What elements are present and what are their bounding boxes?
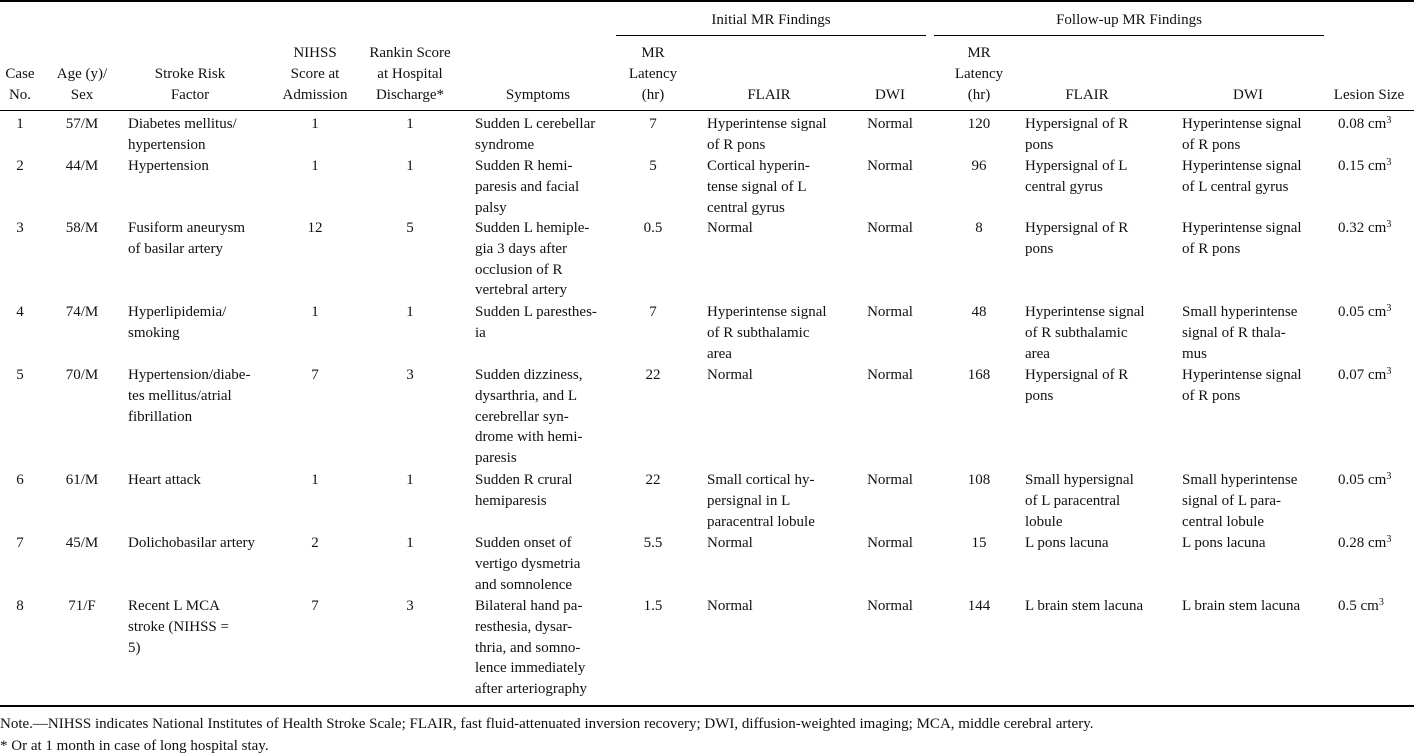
group-rule-initial	[616, 35, 926, 36]
lesion-size-value: 0.32 cm	[1338, 220, 1387, 236]
lesion-size-value: 0.15 cm	[1338, 158, 1387, 174]
col-header-rankin: Rankin Score at Hospital Discharge*	[369, 45, 451, 103]
group-header-followup: Follow-up MR Findings	[1056, 12, 1202, 28]
cell-case: 1	[16, 116, 24, 132]
cell-init-flair: Hyperintense signal of R subthalamic area	[707, 304, 827, 362]
cell-symptoms: Bilateral hand pa- resthesia, dysar- thria, and somno- lence immediately after arteriography	[475, 598, 588, 698]
cell-rankin: 3	[406, 598, 414, 614]
cell-age: 45/M	[65, 535, 99, 551]
cell-symptoms: Sudden R hemi- paresis and facial palsy	[475, 158, 580, 216]
lesion-size-unit-exponent: 3	[1386, 534, 1392, 545]
cell-init-flair: Normal	[707, 220, 753, 236]
cell-init-latency: 0.5	[643, 220, 663, 236]
cell-fu-dwi: Small hyperintense signal of L para- central lobule	[1182, 472, 1298, 530]
cell-fu-flair: Hypersignal of L central gyrus	[1025, 158, 1128, 195]
lesion-size-unit-exponent: 3	[1386, 219, 1392, 230]
cell-symptoms: Sudden R crural hemiparesis	[475, 472, 573, 509]
lesion-size-value: 0.05 cm	[1338, 304, 1387, 320]
cell-fu-flair: Small hypersignal of L paracentral lobule	[1025, 472, 1134, 530]
cell-symptoms: Sudden dizziness, dysarthria, and L cerebrellar syn- drome with hemi- paresis	[475, 367, 583, 467]
cell-init-flair: Normal	[707, 367, 753, 383]
table-footnote: * Or at 1 month in case of long hospital stay.	[0, 738, 269, 754]
lesion-size-unit-exponent: 3	[1386, 115, 1392, 126]
cell-fu-dwi: Small hyperintense signal of R thala- mus	[1182, 304, 1298, 362]
cell-lesion-size	[1338, 596, 1414, 617]
cell-age: 58/M	[65, 220, 99, 236]
cell-init-dwi: Normal	[867, 158, 913, 174]
group-header-initial: Initial MR Findings	[711, 12, 831, 28]
cell-init-latency: 22	[645, 367, 661, 383]
cell-fu-dwi: L pons lacuna	[1182, 535, 1266, 551]
cell-init-latency: 5	[649, 158, 657, 174]
cell-fu-flair: Hypersignal of R pons	[1025, 367, 1129, 404]
col-header-case: Case No.	[5, 66, 35, 103]
cell-init-flair: Normal	[707, 535, 753, 551]
cell-age: 44/M	[65, 158, 99, 174]
lesion-size-unit-exponent: 3	[1378, 597, 1384, 608]
col-header-init-dwi: DWI	[875, 87, 905, 103]
cell-lesion-size	[1338, 302, 1414, 323]
cell-init-latency: 7	[649, 304, 657, 320]
lesion-size-unit-exponent: 3	[1386, 471, 1392, 482]
table-bottom-rule	[0, 705, 1414, 707]
cell-init-latency: 1.5	[643, 598, 663, 614]
col-header-init-latency: MR Latency (hr)	[628, 45, 678, 103]
cell-lesion-size	[1338, 470, 1414, 491]
col-header-age: Age (y)/ Sex	[56, 66, 108, 103]
cell-init-dwi: Normal	[867, 116, 913, 132]
lesion-size-value: 0.05 cm	[1338, 472, 1387, 488]
col-header-nihss: NIHSS Score at Admission	[282, 45, 348, 103]
cell-lesion-size	[1338, 218, 1414, 239]
cell-symptoms: Sudden onset of vertigo dysmetria and somnolence	[475, 535, 581, 593]
col-header-fu-dwi: DWI	[1233, 87, 1263, 103]
cell-fu-dwi: Hyperintense signal of R pons	[1182, 220, 1302, 257]
cell-fu-latency: 168	[967, 367, 991, 383]
cell-risk: Diabetes mellitus/ hypertension	[128, 116, 237, 153]
col-header-risk: Stroke Risk Factor	[154, 66, 226, 103]
cell-fu-latency: 108	[967, 472, 991, 488]
cell-init-dwi: Normal	[867, 220, 913, 236]
cell-risk: Hypertension	[128, 158, 209, 174]
cell-risk: Recent L MCA stroke (NIHSS = 5)	[128, 598, 229, 656]
cell-age: 61/M	[65, 472, 99, 488]
col-header-init-flair: FLAIR	[747, 87, 791, 103]
lesion-size-unit-exponent: 3	[1386, 303, 1392, 314]
cell-risk: Hyperlipidemia/ smoking	[128, 304, 227, 341]
cell-lesion-size	[1338, 114, 1414, 135]
cell-age: 57/M	[65, 116, 99, 132]
group-rule-followup	[934, 35, 1324, 36]
cell-rankin: 1	[406, 116, 414, 132]
cell-symptoms: Sudden L cerebellar syndrome	[475, 116, 596, 153]
col-header-symptoms: Symptoms	[505, 87, 571, 103]
col-header-fu-latency: MR Latency (hr)	[954, 45, 1004, 103]
cell-risk: Hypertension/diabe- tes mellitus/atrial fibrillation	[128, 367, 251, 425]
cell-fu-flair: Hyperintense signal of R subthalamic area	[1025, 304, 1145, 362]
cell-rankin: 1	[406, 472, 414, 488]
cell-fu-dwi: Hyperintense signal of R pons	[1182, 367, 1302, 404]
cell-risk: Heart attack	[128, 472, 201, 488]
cell-nihss: 7	[311, 598, 319, 614]
cell-case: 2	[16, 158, 24, 174]
cell-risk: Dolichobasilar artery	[128, 535, 256, 551]
cell-nihss: 2	[311, 535, 319, 551]
cell-init-latency: 7	[649, 116, 657, 132]
cell-lesion-size	[1338, 156, 1414, 177]
header-bottom-rule	[0, 110, 1414, 111]
lesion-size-value: 0.08 cm	[1338, 116, 1387, 132]
lesion-size-value: 0.07 cm	[1338, 367, 1387, 383]
cell-init-dwi: Normal	[867, 535, 913, 551]
cell-rankin: 3	[406, 367, 414, 383]
cell-fu-dwi: L brain stem lacuna	[1182, 598, 1301, 614]
cell-fu-flair: Hypersignal of R pons	[1025, 220, 1129, 257]
cell-case: 5	[16, 367, 24, 383]
cell-case: 3	[16, 220, 24, 236]
cell-case: 8	[16, 598, 24, 614]
lesion-size-unit-exponent: 3	[1386, 366, 1392, 377]
cell-lesion-size	[1338, 533, 1414, 554]
cell-init-flair: Hyperintense signal of R pons	[707, 116, 827, 153]
lesion-size-value: 0.5 cm	[1338, 598, 1379, 614]
cell-rankin: 5	[406, 220, 414, 236]
cell-case: 4	[16, 304, 24, 320]
cell-case: 7	[16, 535, 24, 551]
cell-nihss: 1	[311, 116, 319, 132]
cell-age: 74/M	[65, 304, 99, 320]
cell-symptoms: Sudden L paresthes- ia	[475, 304, 597, 341]
cell-risk: Fusiform aneurysm of basilar artery	[128, 220, 246, 257]
cell-fu-latency: 120	[967, 116, 991, 132]
cell-init-latency: 5.5	[643, 535, 663, 551]
cell-age: 71/F	[68, 598, 96, 614]
cell-case: 6	[16, 472, 24, 488]
col-header-fu-flair: FLAIR	[1065, 87, 1109, 103]
cell-age: 70/M	[65, 367, 99, 383]
cell-init-dwi: Normal	[867, 598, 913, 614]
cell-fu-flair: L pons lacuna	[1025, 535, 1109, 551]
lesion-size-value: 0.28 cm	[1338, 535, 1387, 551]
cell-rankin: 1	[406, 304, 414, 320]
cell-fu-latency: 8	[975, 220, 983, 236]
cell-init-flair: Cortical hyperin- tense signal of L central gyrus	[707, 158, 810, 216]
cell-fu-latency: 96	[971, 158, 987, 174]
cell-lesion-size	[1338, 365, 1414, 386]
cell-fu-latency: 48	[971, 304, 987, 320]
cell-init-dwi: Normal	[867, 367, 913, 383]
cell-fu-dwi: Hyperintense signal of R pons	[1182, 116, 1302, 153]
cell-nihss: 12	[307, 220, 323, 236]
cell-fu-flair: Hypersignal of R pons	[1025, 116, 1129, 153]
cell-symptoms: Sudden L hemiple- gia 3 days after occlusion of R vertebral artery	[475, 220, 590, 299]
cell-nihss: 1	[311, 472, 319, 488]
cell-init-dwi: Normal	[867, 304, 913, 320]
cell-nihss: 7	[311, 367, 319, 383]
col-header-lesion-size: Lesion Size	[1333, 87, 1405, 103]
cell-nihss: 1	[311, 304, 319, 320]
cell-nihss: 1	[311, 158, 319, 174]
cell-rankin: 1	[406, 535, 414, 551]
cell-fu-latency: 15	[971, 535, 987, 551]
cell-fu-latency: 144	[967, 598, 991, 614]
cell-init-dwi: Normal	[867, 472, 913, 488]
cell-init-flair: Normal	[707, 598, 753, 614]
cell-rankin: 1	[406, 158, 414, 174]
cell-init-flair: Small cortical hy- persignal in L paracentral lobule	[707, 472, 815, 530]
cell-fu-flair: L brain stem lacuna	[1025, 598, 1144, 614]
cell-init-latency: 22	[645, 472, 661, 488]
lesion-size-unit-exponent: 3	[1386, 157, 1392, 168]
table-top-rule	[0, 0, 1414, 2]
table-note: Note.—NIHSS indicates National Institutes of Health Stroke Scale; FLAIR, fast fluid-attenuated inversion recovery; DWI, diffusion-weighted imaging; MCA, middle cerebral artery.	[0, 716, 1094, 732]
cell-fu-dwi: Hyperintense signal of L central gyrus	[1182, 158, 1302, 195]
